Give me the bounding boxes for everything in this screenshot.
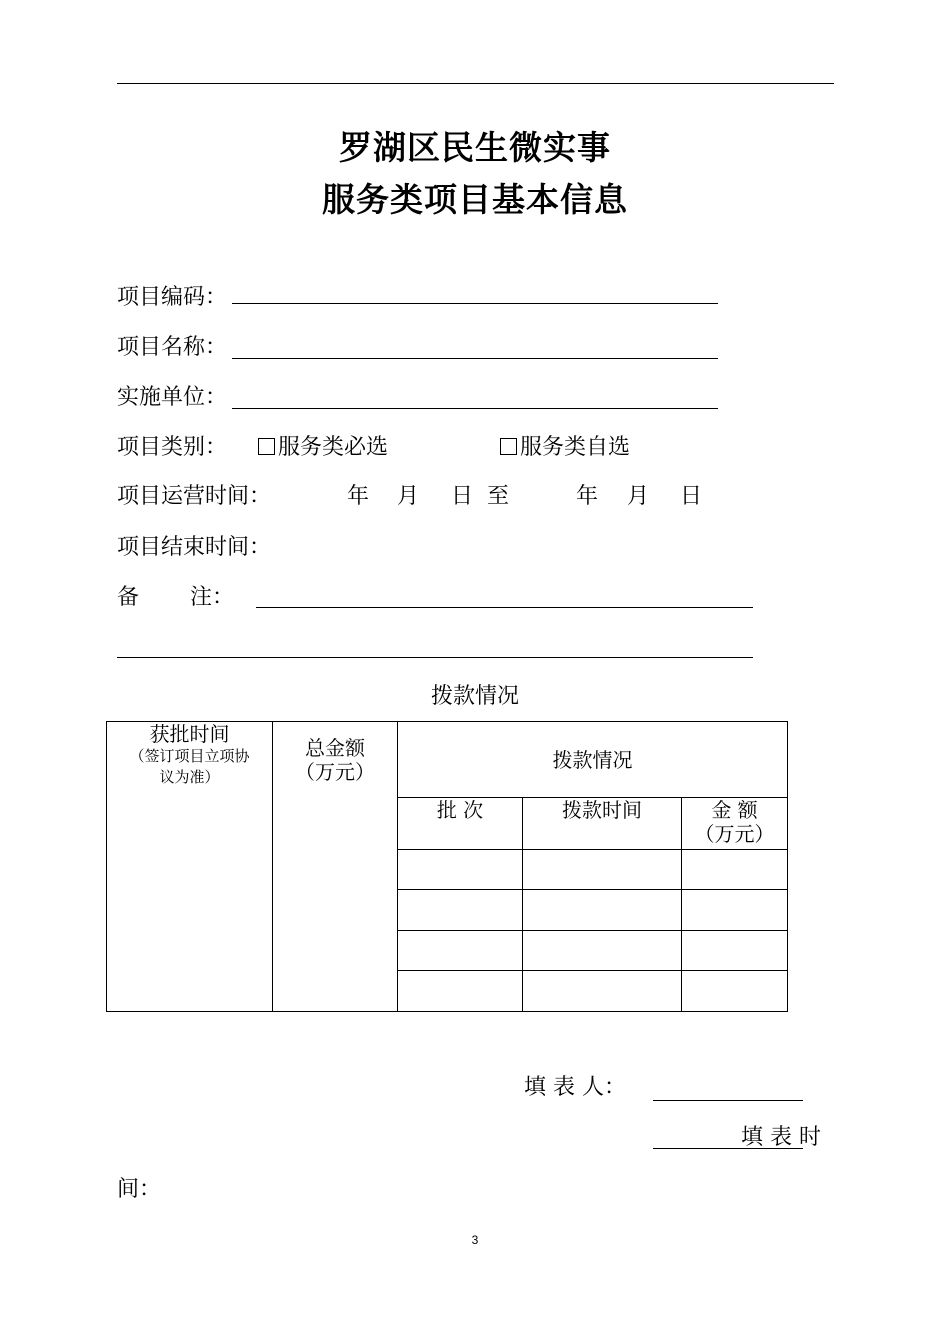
batch-cell[interactable]	[398, 971, 523, 1012]
remarks-field-line1[interactable]	[256, 607, 753, 608]
checkbox-icon[interactable]	[258, 438, 275, 455]
amount-unit: （万元）	[694, 822, 775, 846]
project-name-row	[117, 333, 227, 363]
approval-time-cell	[107, 722, 273, 1012]
approval-time-note-1: （签订项目立项协	[129, 747, 250, 765]
amount-header: 金 额	[711, 798, 758, 822]
project-code-label: 项目编码：	[117, 285, 228, 310]
implementing-unit-label: 实施单位：	[117, 385, 228, 410]
remarks-field-line2[interactable]	[117, 657, 753, 658]
batch-header: 批 次	[398, 798, 523, 850]
remarks-label-2: 注：	[190, 585, 235, 610]
project-code-row	[117, 283, 227, 313]
amount-cell[interactable]	[682, 850, 788, 890]
project-end-label: 项目结束时间：	[117, 535, 272, 560]
project-name-field[interactable]	[232, 358, 718, 359]
page-title-line1: 罗湖区民生微实事	[339, 128, 611, 167]
project-category-label: 项目类别：	[117, 435, 228, 460]
filler-label: 填 表 人：	[524, 1075, 626, 1100]
page-number: 3	[471, 1233, 479, 1247]
total-amount-cell	[273, 722, 398, 1012]
page-title-line2: 服务类项目基本信息	[322, 180, 628, 219]
amount-cell[interactable]	[682, 931, 788, 971]
batch-cell[interactable]	[398, 850, 523, 890]
project-end-row	[117, 533, 271, 563]
total-amount-unit: （万元）	[295, 760, 375, 784]
disbursement-time-header: 拨款时间	[523, 798, 682, 850]
category-option-required[interactable]: 服务类必选	[258, 433, 388, 463]
amount-header-cell	[682, 798, 788, 850]
batch-cell[interactable]	[398, 931, 523, 971]
batch-cell[interactable]	[398, 890, 523, 931]
end-month-unit: 月	[627, 484, 650, 509]
category-option-optional[interactable]: 服务类自选	[500, 433, 630, 463]
table-header-row	[107, 722, 788, 798]
start-day-unit: 日	[451, 484, 474, 509]
start-year-unit: 年	[347, 484, 370, 509]
operation-period-label: 项目运营时间：	[117, 484, 272, 509]
start-month-unit: 月	[397, 484, 420, 509]
disbursement-header: 拨款情况	[398, 722, 788, 798]
amount-cell[interactable]	[682, 971, 788, 1012]
fill-time-label: 填 表 时	[741, 1125, 821, 1150]
approval-time-note-2: 议为准）	[159, 768, 220, 786]
end-day-unit: 日	[680, 484, 703, 509]
end-year-unit: 年	[576, 484, 599, 509]
range-to: 至	[487, 484, 510, 509]
time-cell[interactable]	[523, 890, 682, 931]
funding-section-title: 拨款情况	[430, 684, 519, 709]
amount-cell[interactable]	[682, 890, 788, 931]
approval-time-header: 获批时间	[149, 722, 230, 746]
funding-table	[106, 721, 788, 1012]
remarks-label-1: 备	[117, 585, 140, 610]
project-code-field[interactable]	[232, 303, 718, 304]
fill-time-label-cont: 间：	[117, 1177, 162, 1202]
time-cell[interactable]	[523, 931, 682, 971]
implementing-unit-row	[117, 383, 227, 413]
filler-field[interactable]	[653, 1100, 803, 1101]
top-divider	[117, 83, 834, 84]
project-name-label: 项目名称：	[117, 335, 228, 360]
implementing-unit-field[interactable]	[232, 408, 718, 409]
project-category-row	[117, 433, 227, 463]
total-amount-header: 总金额	[305, 736, 365, 760]
checkbox-icon[interactable]	[500, 438, 517, 455]
time-cell[interactable]	[523, 850, 682, 890]
time-cell[interactable]	[523, 971, 682, 1012]
operation-period-row	[117, 482, 817, 512]
